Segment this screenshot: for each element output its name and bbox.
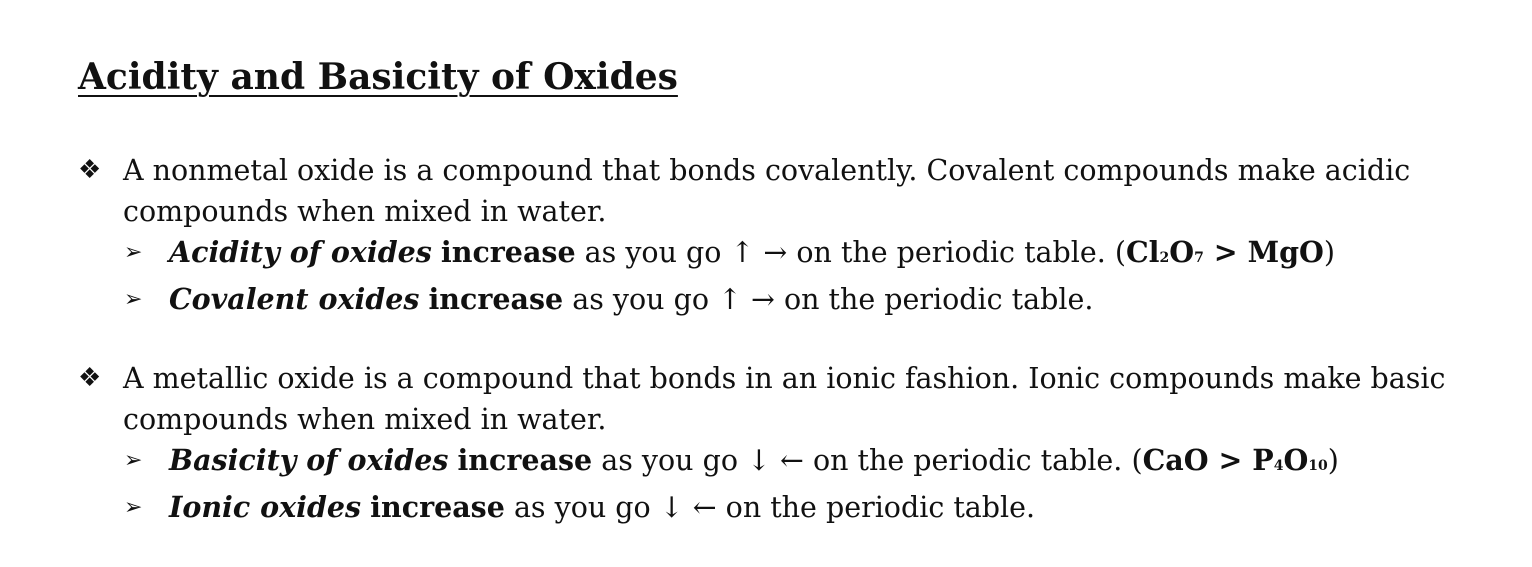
example-open-paren: ( xyxy=(1114,236,1126,269)
direction-arrows: ↑ → xyxy=(730,236,788,269)
bullet-main-text-container xyxy=(78,358,1498,440)
sub-verb: increase xyxy=(440,235,576,269)
sub-middle: as you go xyxy=(584,236,722,269)
sub-middle: as you go xyxy=(601,444,738,477)
arrowhead-bullet-icon: ➢ xyxy=(124,240,143,265)
example-right-formula: P xyxy=(1252,443,1274,477)
arrowhead-bullet-icon: ➢ xyxy=(124,287,143,312)
example-left-subscript-2: 7 xyxy=(1194,250,1204,266)
sub-verb: increase xyxy=(370,490,505,524)
sub-rest: on the periodic table. xyxy=(783,283,1094,316)
sub-bullet-covalent xyxy=(78,279,1498,320)
page-title: Acidity and Basicity of Oxides xyxy=(78,56,678,98)
example-left-formula: CaO xyxy=(1142,443,1209,477)
chemical-example xyxy=(1115,235,1335,269)
arrowhead-bullet-icon: ➢ xyxy=(124,448,143,473)
example-right-subscript-1: 4 xyxy=(1273,458,1284,474)
example-close-paren: ) xyxy=(1327,444,1339,477)
example-right-formula-b: O xyxy=(1283,443,1309,477)
direction-arrows: ↓ ← xyxy=(747,444,804,477)
four-diamond-bullet-icon: ❖ xyxy=(78,155,102,185)
sub-bullet-basicity xyxy=(78,440,1498,487)
arrowhead-bullet-icon: ➢ xyxy=(124,495,143,520)
sub-verb: increase xyxy=(457,443,593,477)
example-left-subscript-1: 2 xyxy=(1159,250,1170,266)
sub-rest: on the periodic table. xyxy=(796,236,1106,269)
bullet-main-text: A metallic oxide is a compound that bonds in an ionic fashion. Ionic compounds make basic compounds when mixed in water. xyxy=(123,362,1446,436)
sub-term: Basicity of oxides xyxy=(169,443,449,477)
sub-middle: as you go xyxy=(513,491,651,524)
sub-middle: as you go xyxy=(572,283,710,316)
chemical-example xyxy=(1131,443,1338,477)
example-comparison-operator: > xyxy=(1203,235,1248,269)
sub-bullet-list xyxy=(78,440,1498,528)
sub-bullet-list xyxy=(78,232,1498,320)
sub-verb: increase xyxy=(428,282,564,316)
bullet-main-text-container xyxy=(78,150,1498,232)
example-right-formula: MgO xyxy=(1247,235,1324,269)
example-comparison-operator: > xyxy=(1208,443,1253,477)
sub-rest: on the periodic table. xyxy=(725,491,1036,524)
example-close-paren: ) xyxy=(1323,236,1336,269)
direction-arrows: ↑ → xyxy=(718,283,775,316)
bullet-nonmetal-oxide xyxy=(78,150,1498,320)
sub-bullet-acidity xyxy=(78,232,1498,279)
example-left-formula-b: O xyxy=(1169,235,1195,269)
example-open-paren: ( xyxy=(1131,444,1143,477)
four-diamond-bullet-icon: ❖ xyxy=(78,363,102,393)
bullet-metallic-oxide xyxy=(78,358,1498,528)
example-left-formula: Cl xyxy=(1126,235,1160,269)
direction-arrows: ↓ ← xyxy=(659,491,717,524)
sub-rest: on the periodic table. xyxy=(812,444,1123,477)
sub-term: Ionic oxides xyxy=(169,490,362,524)
bullet-main-text: A nonmetal oxide is a compound that bonds covalently. Covalent compounds make acidic compounds when mixed in water. xyxy=(123,154,1411,228)
sub-term: Acidity of oxides xyxy=(169,235,432,269)
sub-bullet-ionic xyxy=(78,487,1498,528)
example-right-subscript-2: 10 xyxy=(1308,458,1328,474)
sub-term: Covalent oxides xyxy=(169,282,420,316)
